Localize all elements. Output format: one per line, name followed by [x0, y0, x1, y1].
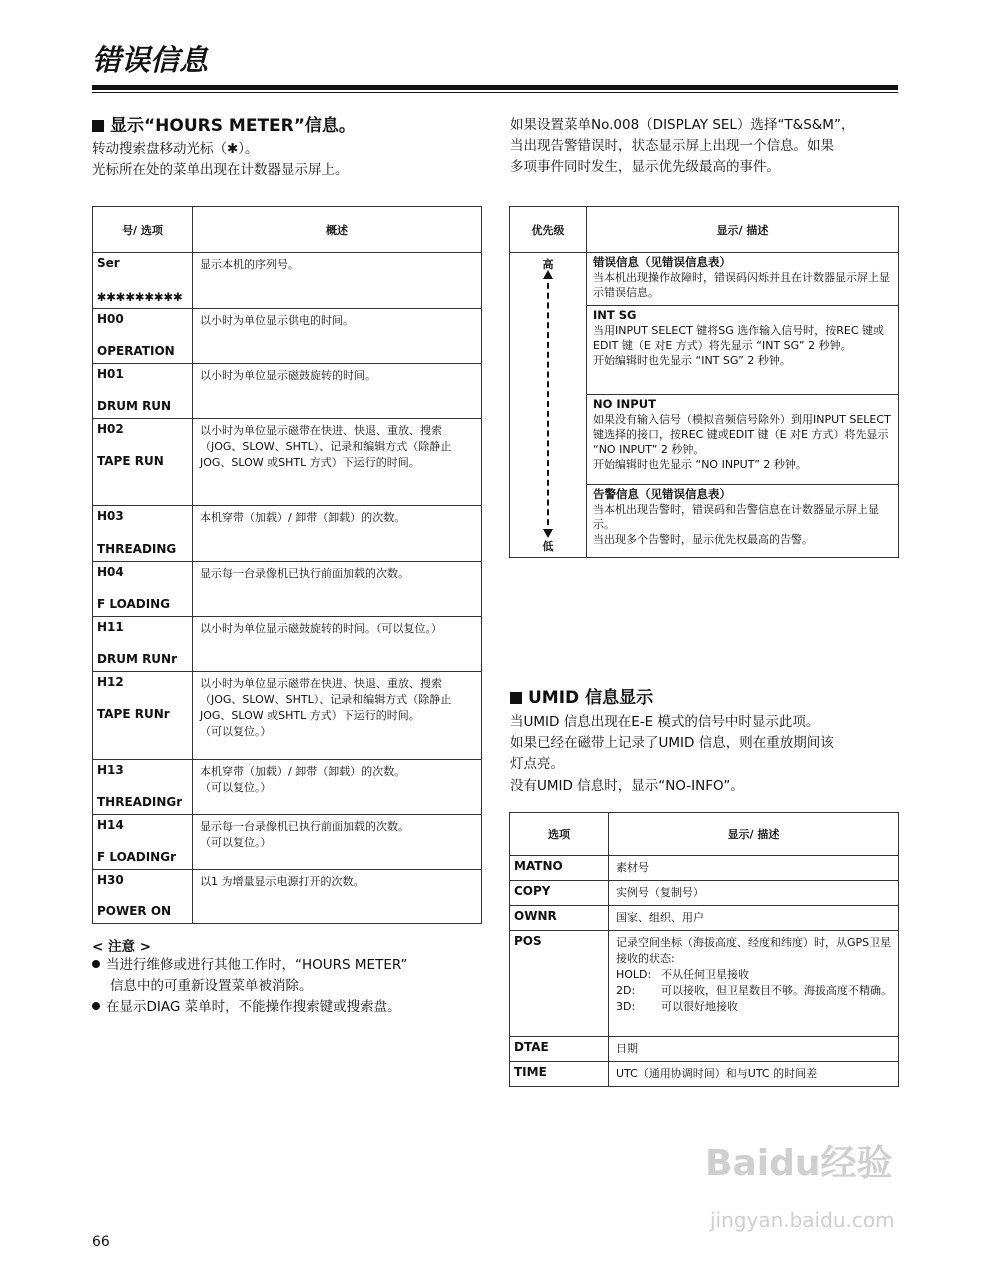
- row-name: OPERATION: [97, 344, 175, 358]
- row-name: THREADINGr: [97, 795, 183, 809]
- priority-low-label: 低: [542, 540, 554, 553]
- priority-line-1: 如果设置菜单No.008（DISPLAY SEL）选择“T&S&M”，: [510, 117, 855, 133]
- umid-col-header-item: 选项: [510, 813, 609, 856]
- priority-item-text: 开始编辑时也先显示 “NO INPUT” 2 秒钟。: [593, 458, 807, 471]
- watermark-url: jingyan.baidu.com: [710, 1208, 895, 1232]
- table-row: [510, 856, 899, 881]
- umid-desc: 记录空间坐标（海拔高度、经度和纬度）时，从GPS卫星接收的状态:: [616, 936, 892, 965]
- table-row: [93, 562, 482, 617]
- row-name: TAPE RUNr: [97, 707, 170, 721]
- row-name: F LOADING: [97, 597, 171, 611]
- umid-col-header-desc: 显示/ 描述: [609, 813, 899, 856]
- hours-col-header-item: 号/ 选项: [93, 207, 193, 253]
- row-code: H14: [97, 818, 124, 832]
- priority-item-title: 告警信息（见错误信息表）: [593, 487, 731, 501]
- priority-item-text: 当本机出现告警时，错误码和告警信息在计数器显示屏上显示。: [593, 503, 879, 531]
- umid-desc: 日期: [609, 1037, 899, 1062]
- row-code: H13: [97, 763, 124, 777]
- umid-line-2: 如果已经在磁带上记录了UMID 信息，则在重放期间该: [510, 735, 834, 751]
- page-number: 66: [92, 1234, 110, 1250]
- table-row: [93, 253, 482, 309]
- hours-meter-line-2: 光标所在处的菜单出现在计数器显示屏上。: [92, 162, 349, 178]
- row-code: H04: [97, 565, 124, 579]
- umid-line-1: 当UMID 信息出现在E-E 模式的信号中时显示此项。: [510, 714, 820, 730]
- row-name: DRUM RUNr: [97, 652, 178, 666]
- row-name: F LOADINGr: [97, 850, 176, 864]
- priority-item: [587, 305, 898, 394]
- umid-line-4: 没有UMID 信息时，显示“NO-INFO”。: [510, 778, 744, 794]
- watermark: [700, 1130, 930, 1250]
- table-row: [510, 906, 899, 931]
- priority-line-3: 多项事件同时发生，显示优先级最高的事件。: [510, 159, 780, 175]
- row-name: DRUM RUN: [97, 399, 172, 413]
- umid-desc: 国家、组织、用户: [609, 906, 899, 931]
- row-code: H03: [97, 509, 124, 523]
- priority-item-text: 如果没有输入信号（模拟音频信号除外）到用INPUT SELECT 键选择的接口，按REC 键或EDIT 键（E 对E 方式）将先显示 “NO INPUT” 2 秒钟。: [593, 413, 891, 456]
- priority-item: [587, 484, 898, 557]
- row-desc: 本机穿带（加载）/ 卸带（卸载）的次数。: [200, 765, 406, 778]
- priority-item: [587, 394, 898, 484]
- serial-number-mask: ✱✱✱✱✱✱✱✱✱: [97, 287, 183, 305]
- row-desc: 显示每一台录像机已执行前面加载的次数。: [200, 820, 409, 833]
- priority-desc-col-header: 显示/ 描述: [587, 207, 899, 253]
- row-desc: 以小时为单位显示磁带在快进、快退、重放、搜索（JOG、SLOW、SHTL）、记录和编辑方式（除静止JOG、SLOW 或SHTL 方式）下运行的时间。: [193, 419, 482, 506]
- hours-meter-line-1: 转动搜索盘移动光标（✱）。: [92, 141, 259, 157]
- table-row: [93, 309, 482, 364]
- table-row: [93, 760, 482, 815]
- umid-desc: UTC（通用协调时间）和与UTC 的时间差: [609, 1062, 899, 1087]
- priority-col-header: 优先级: [510, 207, 587, 253]
- row-desc: 本机穿带（加载）/ 卸带（卸载）的次数。: [193, 506, 482, 562]
- priority-table: [509, 206, 899, 558]
- hours-col-header-desc: 概述: [193, 207, 482, 253]
- row-desc-reset: （可以复位。）: [200, 836, 272, 849]
- priority-line-2: 当出现告警错误时，状态显示屏上出现一个信息。如果: [510, 138, 834, 154]
- row-desc: 显示每一台录像机已执行前面加载的次数。: [193, 562, 482, 617]
- row-code: H12: [97, 675, 124, 689]
- gps-status-row: 3D: 可以很好地接收: [616, 1000, 738, 1013]
- priority-item: [587, 253, 898, 305]
- row-desc: 以小时为单位显示磁鼓旋转的时间。（可以复位。）: [193, 617, 482, 672]
- table-row: [93, 364, 482, 419]
- umid-desc: 实例号（复制号）: [609, 881, 899, 906]
- row-code: H01: [97, 367, 124, 381]
- page-title: 错误信息: [92, 43, 209, 77]
- row-desc: 以小时为单位显示磁鼓旋转的时间。: [193, 364, 482, 419]
- table-row: [510, 881, 899, 906]
- umid-heading: UMID 信息显示: [510, 687, 653, 709]
- table-row: [510, 931, 899, 1037]
- priority-item-title: 错误信息（见错误信息表）: [593, 255, 731, 269]
- table-row: [510, 1037, 899, 1062]
- priority-item-title: NO INPUT: [593, 397, 656, 411]
- hours-meter-heading: 显示“HOURS METER”信息。: [92, 115, 356, 137]
- umid-item: COPY: [510, 881, 609, 906]
- gps-status-row: HOLD: 不从任何卫星接收: [616, 968, 749, 981]
- table-row: [510, 1062, 899, 1087]
- umid-item: OWNR: [510, 906, 609, 931]
- note-item: 当进行维修或进行其他工作时，“HOURS METER” 信息中的可重新设置菜单被消除。: [92, 955, 407, 997]
- row-code: Ser: [97, 256, 120, 270]
- priority-scale: [510, 253, 587, 558]
- priority-item-text: 当本机出现操作故障时，错误码闪烁并且在计数器显示屏上显示错误信息。: [593, 271, 890, 299]
- row-code: H00: [97, 312, 124, 326]
- note-item: 在显示DIAG 菜单时，不能操作搜索键或搜索盘。: [92, 997, 401, 1018]
- row-desc-reset: （可以复位。）: [200, 781, 272, 794]
- table-row: [93, 815, 482, 870]
- header-rule-thick: [92, 85, 898, 90]
- priority-item-title: INT SG: [593, 308, 637, 322]
- priority-item-text: 当用INPUT SELECT 键将SG 选作输入信号时，按REC 键或EDIT 键（E 对E 方式）将先显示 “INT SG” 2 秒钟。: [593, 324, 885, 352]
- umid-item: DTAE: [510, 1037, 609, 1062]
- watermark-logo: Baidu经验: [705, 1143, 893, 1184]
- row-name: POWER ON: [97, 904, 172, 918]
- umid-desc: 素材号: [609, 856, 899, 881]
- umid-item: POS: [510, 931, 609, 1037]
- table-row: [93, 506, 482, 562]
- priority-item-text: 当出现多个告警时，显示优先权最高的告警。: [593, 533, 813, 546]
- row-code: H11: [97, 620, 124, 634]
- umid-item: MATNO: [510, 856, 609, 881]
- row-code: H30: [97, 873, 124, 887]
- gps-status-row: 2D: 可以接收，但卫星数目不够。海拔高度不精确。: [616, 984, 892, 997]
- hours-meter-table: [92, 206, 482, 924]
- priority-high-label: 高: [542, 258, 554, 271]
- notes-heading: < 注意 >: [92, 939, 152, 955]
- square-bullet-icon: [510, 692, 522, 704]
- table-row: [93, 672, 482, 760]
- table-row: [93, 617, 482, 672]
- umid-table: [509, 812, 899, 1087]
- row-desc-reset: （可以复位。）: [200, 725, 272, 738]
- row-code: H02: [97, 422, 124, 436]
- row-desc: 以小时为单位显示供电的时间。: [193, 309, 482, 364]
- bullet-icon: [92, 960, 100, 968]
- umid-line-3: 灯点亮。: [510, 756, 564, 772]
- table-row: [93, 419, 482, 506]
- table-row: [93, 870, 482, 924]
- priority-item-text: 开始编辑时也先显示 “INT SG” 2 秒钟。: [593, 354, 791, 367]
- umid-item: TIME: [510, 1062, 609, 1087]
- row-name: TAPE RUN: [97, 454, 164, 468]
- arrow-down-icon: [543, 529, 553, 538]
- square-bullet-icon: [92, 120, 104, 132]
- row-desc: 以1 为增量显示电源打开的次数。: [193, 870, 482, 924]
- row-desc: 以小时为单位显示磁带在快进、快退、重放、搜索（JOG、SLOW、SHTL）、记录和编辑方式（除静止JOG、SLOW 或SHTL 方式）下运行的时间。: [200, 677, 452, 722]
- header-rule-thin: [92, 92, 898, 93]
- bullet-icon: [92, 1002, 100, 1010]
- row-name: THREADING: [97, 542, 177, 556]
- row-desc: 显示本机的序列号。: [193, 253, 482, 309]
- dashed-arrow-line: [547, 273, 549, 535]
